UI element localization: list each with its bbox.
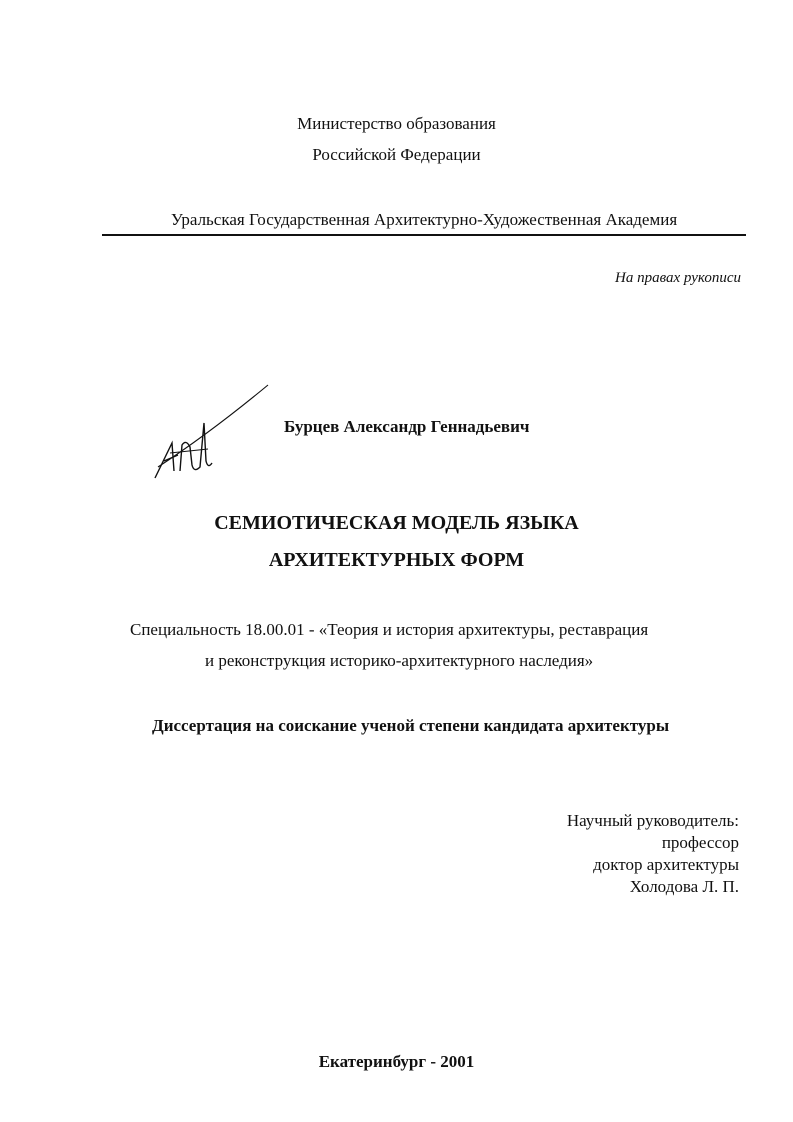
specialty-line-2: и реконструкция историко-архитектурного наследия»	[205, 651, 594, 670]
header-divider	[102, 234, 746, 236]
author-name: Бурцев Александр Геннадьевич	[284, 417, 530, 436]
signature-icon	[150, 383, 272, 483]
city-year: Екатеринбург - 2001	[318, 1052, 475, 1071]
specialty-line-1: Специальность 18.00.01 - «Теория и история архитектуры, реставрация	[130, 620, 649, 639]
degree-statement: Диссертация на соискание ученой степени кандидата архитектуры	[152, 716, 670, 735]
supervisor-block	[567, 810, 739, 898]
thesis-title-line-2: АРХИТЕКТУРНЫХ ФОРМ	[268, 549, 525, 571]
ministry-line-2: Российской Федерации	[312, 145, 481, 164]
supervisor-rank: профессор	[661, 833, 739, 852]
supervisor-label: Научный руководитель:	[566, 811, 739, 830]
supervisor-degree: доктор архитектуры	[593, 855, 739, 874]
manuscript-note: На правах рукописи	[615, 270, 741, 286]
supervisor-name: Холодова Л. П.	[629, 877, 739, 896]
ministry-line-1: Министерство образования	[297, 114, 496, 133]
thesis-title-line-1: СЕМИОТИЧЕСКАЯ МОДЕЛЬ ЯЗЫКА	[214, 512, 579, 534]
academy-name: Уральская Государственная Архитектурно-Художественная Академия	[170, 210, 678, 229]
